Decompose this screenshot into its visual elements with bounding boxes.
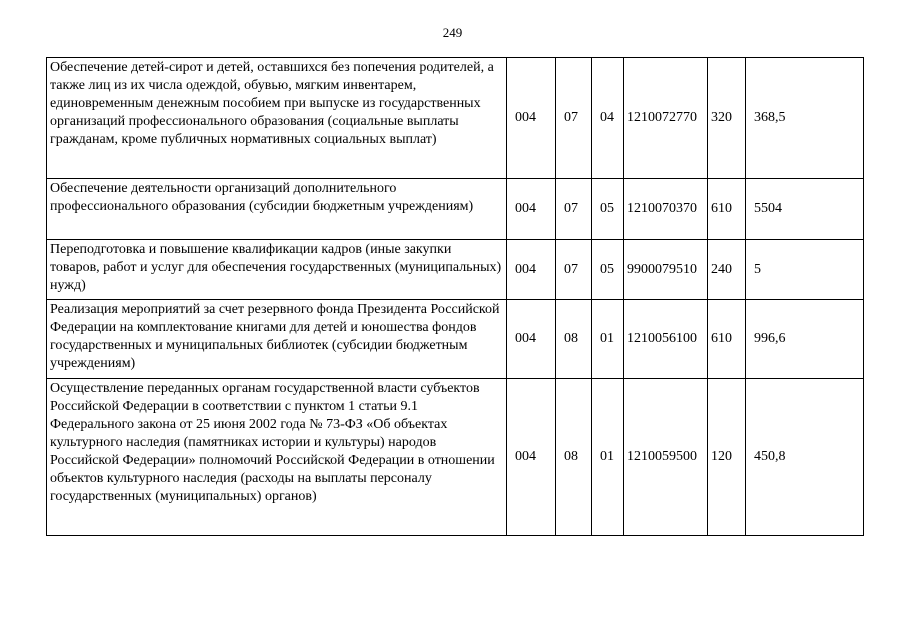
- subsection-code: 01: [592, 379, 624, 536]
- amount: 5: [746, 240, 864, 300]
- section-code: 07: [556, 58, 592, 179]
- subsection-code: 05: [592, 179, 624, 240]
- table-row: [47, 58, 864, 179]
- budget-table: [46, 57, 864, 536]
- expense-description: Обеспечение деятельности организаций дополнительного профессионального образования (субсидии бюджетным учреждениям): [47, 179, 507, 240]
- section-code: 07: [556, 240, 592, 300]
- section-code: 07: [556, 179, 592, 240]
- expense-type-code: 320: [708, 58, 746, 179]
- section-code: 08: [556, 379, 592, 536]
- table-row: [47, 379, 864, 536]
- subsection-code: 05: [592, 240, 624, 300]
- target-article-code: 1210056100: [624, 300, 708, 379]
- target-article-code: 1210059500: [624, 379, 708, 536]
- ministry-code: 004: [507, 58, 556, 179]
- table-row: [47, 300, 864, 379]
- ministry-code: 004: [507, 179, 556, 240]
- amount: 368,5: [746, 58, 864, 179]
- table-row: [47, 179, 864, 240]
- page-number: 249: [442, 25, 463, 40]
- expense-type-code: 240: [708, 240, 746, 300]
- table-row: [47, 240, 864, 300]
- amount: 5504: [746, 179, 864, 240]
- expense-description: Реализация мероприятий за счет резервного фонда Президента Российской Федерации на комплектование книгами для детей и юношества фондов государственных и муниципальных библиотек (субсидии бюджетным учреждениям): [47, 300, 507, 379]
- expense-description: Обеспечение детей-сирот и детей, оставшихся без попечения родителей, а также лиц из их числа одеждой, обувью, мягким инвентарем, единовременным денежным пособием при выпуске из государственных организаций профессионального образования (социальные выплаты гражданам, кроме публичных нормативных социальных выплат): [47, 58, 507, 179]
- subsection-code: 04: [592, 58, 624, 179]
- expense-type-code: 120: [708, 379, 746, 536]
- target-article-code: 1210070370: [624, 179, 708, 240]
- section-code: 08: [556, 300, 592, 379]
- expense-description: Переподготовка и повышение квалификации кадров (иные закупки товаров, работ и услуг для обеспечения государственных (муниципальных) нужд): [47, 240, 507, 300]
- ministry-code: 004: [507, 379, 556, 536]
- expense-type-code: 610: [708, 300, 746, 379]
- target-article-code: 9900079510: [624, 240, 708, 300]
- ministry-code: 004: [507, 240, 556, 300]
- expense-type-code: 610: [708, 179, 746, 240]
- amount: 450,8: [746, 379, 864, 536]
- amount: 996,6: [746, 300, 864, 379]
- target-article-code: 1210072770: [624, 58, 708, 179]
- subsection-code: 01: [592, 300, 624, 379]
- ministry-code: 004: [507, 300, 556, 379]
- expense-description: Осуществление переданных органам государственной власти субъектов Российской Федерации в соответствии с пунктом 1 статьи 9.1 Федерального закона от 25 июня 2002 года № 73-ФЗ «Об объектах культурного наследия (памятниках истории и культуры) народов Российской Федерации» полномочий Российской Федерации в отношении объектов культурного наследия (расходы на выплаты персоналу государственных (муниципальных) органов): [47, 379, 507, 536]
